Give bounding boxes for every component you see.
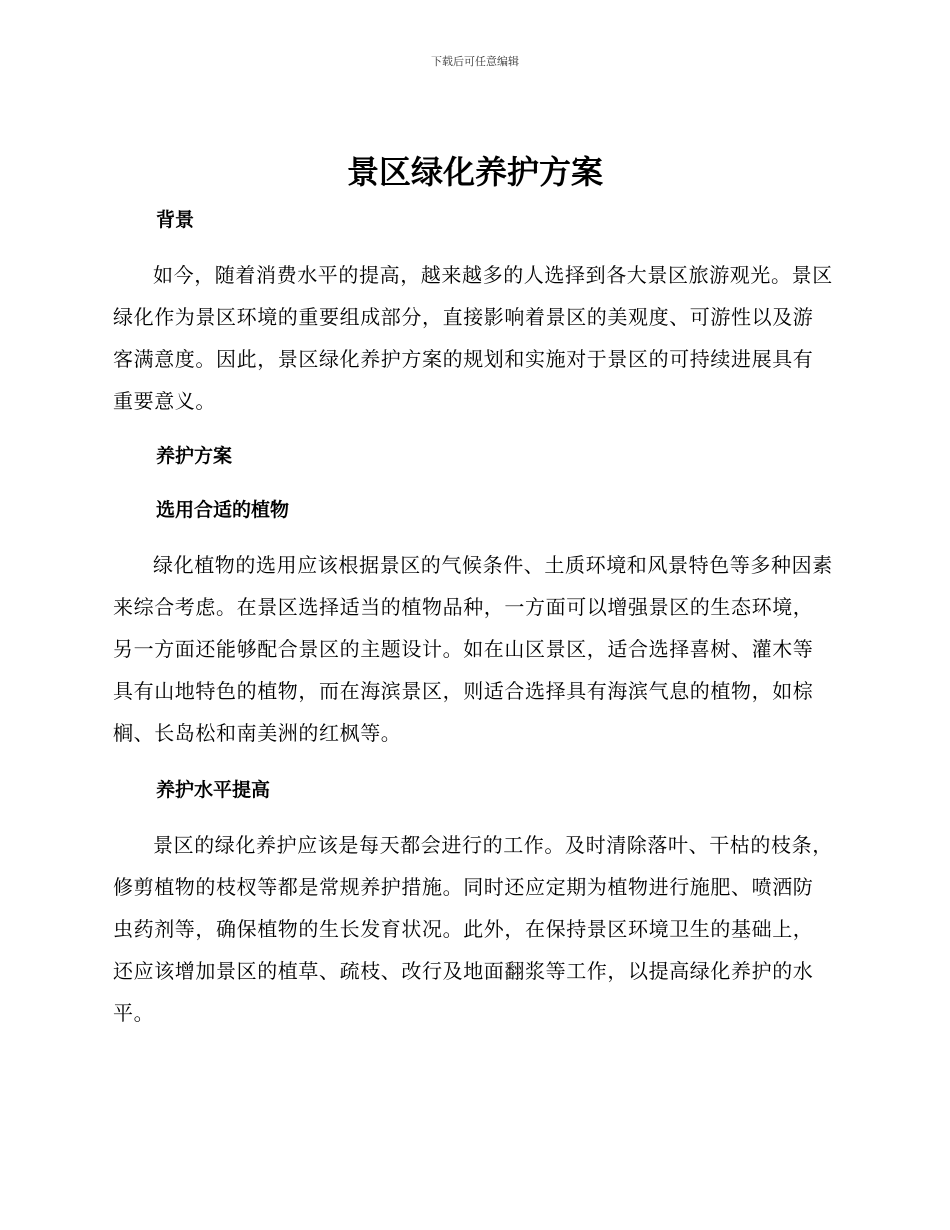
section-heading-plant-selection: 选用合适的植物 bbox=[156, 499, 290, 521]
document-title: 景区绿化养护方案 bbox=[346, 153, 603, 191]
page-header-note: 下载后可任意编辑 bbox=[431, 55, 519, 68]
section-paragraph-maintenance-level: 景区的绿化养护应该是每天都会进行的工作。及时清除落叶、干枯的枝条，修剪植物的枝杈等都是常规养护措施。同时还应定期为植物进行施肥、喷洒防虫药剂等，确保植物的生长发育状况。此外，在保持景区环境卫生的基础上，还应该增加景区的植草、疏枝、改行及地面翻浆等工作，以提高绿化养护的水平。 bbox=[113, 833, 833, 1025]
section-heading-maintenance-plan: 养护方案 bbox=[156, 445, 233, 467]
section-heading-maintenance-level: 养护水平提高 bbox=[156, 779, 271, 801]
section-paragraph-plant-selection: 绿化植物的选用应该根据景区的气候条件、土质环境和风景特色等多种因素来综合考虑。在景区选择适当的植物品种，一方面可以增强景区的生态环境，另一方面还能够配合景区的主题设计。如在山区景区，适合选择喜树、灌木等具有山地特色的植物，而在海滨景区，则适合选择具有海滨气息的植物，如棕榈、长岛松和南美洲的红枫等。 bbox=[113, 553, 833, 745]
section-heading-background: 背景 bbox=[156, 209, 195, 231]
section-paragraph-background: 如今，随着消费水平的提高，越来越多的人选择到各大景区旅游观光。景区绿化作为景区环境的重要组成部分，直接影响着景区的美观度、可游性以及游客满意度。因此，景区绿化养护方案的规划和实施对于景区的可持续进展具有重要意义。 bbox=[113, 263, 833, 413]
